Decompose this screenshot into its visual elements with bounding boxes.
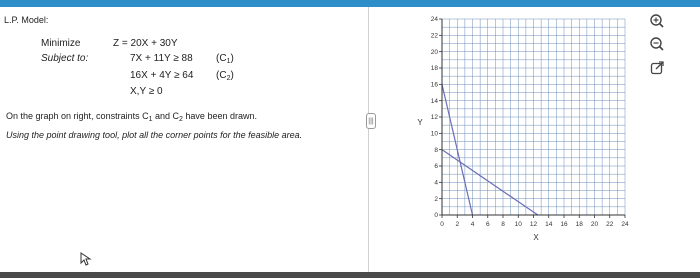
zoom-in-icon [649,13,665,29]
y-tick-label: 8 [434,146,438,154]
constraints-note: On the graph on right, constraints $C_1$ and $C_2$ have been drawn. [6,111,257,123]
tick-labels [431,16,629,228]
x-tick-label: 14 [545,221,553,228]
y-tick-label: 2 [434,195,438,203]
x-tick-label: 22 [606,221,614,228]
y-tick-label: 10 [430,130,438,138]
x-tick-label: 20 [590,221,599,228]
nonnegativity-constraint: X,Y ≥ 0 [130,86,163,97]
y-tick-label: 18 [430,65,438,73]
x-tick-label: 12 [529,221,538,228]
x-axis-label: X [533,233,539,242]
problem-pane [0,7,368,272]
y-tick-label: 12 [430,114,438,122]
point-drawing-cursor-icon [80,252,92,266]
x-tick-label: 8 [501,221,505,228]
x-tick-label: 24 [621,221,629,228]
bottom-bar [0,272,700,278]
y-tick-label: 22 [430,32,438,40]
y-tick-label: 0 [434,212,438,220]
pane-resize-handle[interactable] [366,113,376,129]
grid-lines [442,19,625,215]
y-tick-label: 6 [434,163,438,171]
pane-divider [368,7,369,272]
x-tick-label: 18 [575,221,583,228]
instruction-text: Using the point drawing tool, plot all the corner points for the feasible area. [6,130,303,140]
y-axis-label: Y [417,118,423,127]
constraint-1-expr: 7X + 11Y ≥ 88 [130,53,193,64]
constraint-2-tag: $(C_2)$ [216,70,234,82]
lp-graph[interactable] [412,14,637,244]
y-tick-label: 4 [434,179,438,187]
x-tick-label: 6 [485,221,490,228]
popout-icon [649,60,665,76]
x-tick-label: 16 [560,221,568,228]
y-tick-label: 20 [430,48,438,56]
y-tick-label: 16 [430,81,438,89]
x-tick-label: 0 [440,221,444,228]
constraint-1-tag: $(C_1)$ [216,53,234,65]
grip-icon: ||| [368,117,374,125]
minimize-label: Minimize [41,38,81,49]
objective-function: Z = 20X + 30Y [113,38,178,49]
constraint-2-expr: 16X + 4Y ≥ 64 [130,70,194,81]
y-tick-label: 14 [430,97,438,105]
subject-to-label: Subject to: [41,53,89,64]
model-header: L.P. Model: [4,15,49,25]
zoom-out-icon [649,36,665,52]
x-tick-label: 4 [470,221,475,228]
x-tick-label: 10 [514,221,522,228]
zoom-in-button[interactable] [647,12,667,30]
x-tick-label: 2 [455,221,460,228]
popout-button[interactable] [647,59,667,77]
y-tick-label: 24 [430,16,438,24]
zoom-out-button[interactable] [647,35,667,53]
top-bar [0,0,700,7]
